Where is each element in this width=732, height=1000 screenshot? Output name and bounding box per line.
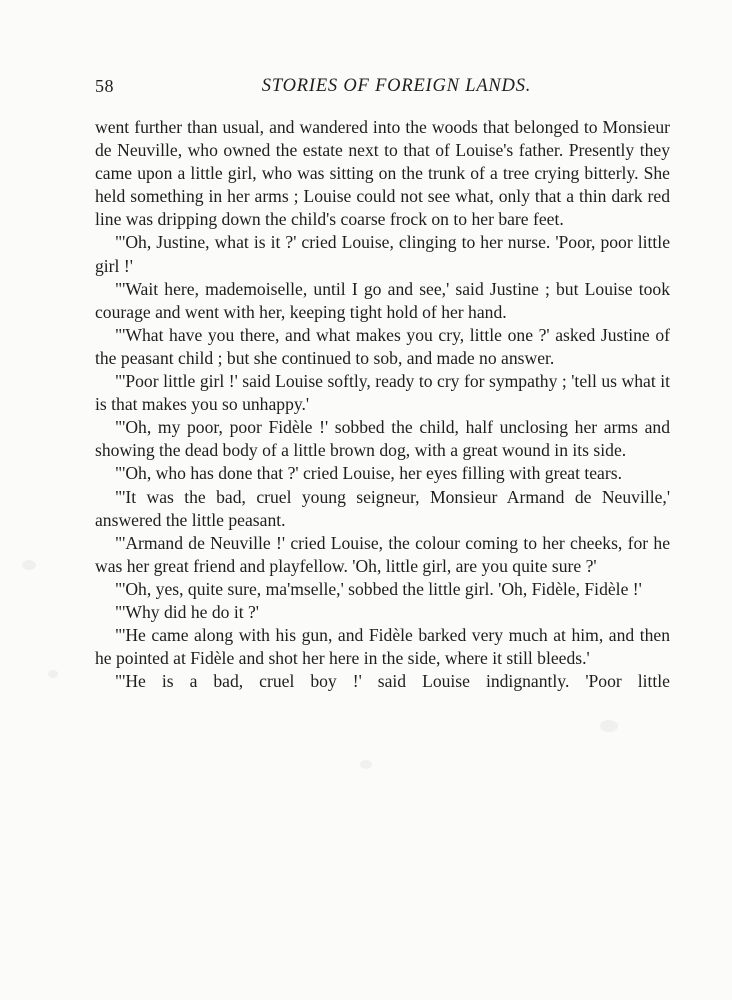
page-number: 58 bbox=[95, 76, 114, 96]
paper-speckle bbox=[600, 720, 618, 732]
paper-speckle bbox=[22, 560, 36, 570]
page-header bbox=[95, 76, 670, 102]
paragraph-5: "'Poor little girl !' said Louise softly, ready to cry for sympathy ; 'tell us what it is that makes you so unhappy.' bbox=[95, 371, 670, 415]
paper-speckle bbox=[48, 670, 58, 678]
paragraph-11: "'Why did he do it ?' bbox=[115, 601, 259, 622]
paragraph-4: "'What have you there, and what makes you cry, little one ?' asked Justine of the peasant child ; but she continued to sob, and made no answer. bbox=[95, 324, 670, 368]
paragraph-1: went further than usual, and wandered into the woods that belonged to Monsieur de Neuville, who owned the estate next to that of Louise's father. Presently they came upon a little girl, who was sitting on the trunk of a tree crying bitterly. She held something in her arms ; Louise could not see what, only that a thin dark red line was dripping down the child's coarse frock on to her bare feet. bbox=[95, 117, 670, 230]
paragraph-9: "'Armand de Neuville !' cried Louise, the colour coming to her cheeks, for he was her great friend and playfellow. 'Oh, little girl, are you quite sure ?' bbox=[95, 532, 670, 576]
paragraph-8: "'It was the bad, cruel young seigneur, Monsieur Armand de Neuville,' answered the little peasant. bbox=[95, 486, 670, 530]
body-text bbox=[95, 116, 670, 693]
paragraph-10: "'Oh, yes, quite sure, ma'mselle,' sobbed the little girl. 'Oh, Fidèle, Fidèle !' bbox=[115, 578, 642, 599]
paragraph-12: "'He came along with his gun, and Fidèle barked very much at him, and then he pointed at Fidèle and shot her here in the side, where it still bleeds.' bbox=[95, 625, 670, 669]
paragraph-2: "'Oh, Justine, what is it ?' cried Louise, clinging to her nurse. 'Poor, poor little girl !' bbox=[95, 232, 670, 276]
running-title: STORIES OF FOREIGN LANDS. bbox=[261, 76, 532, 96]
paper-speckle bbox=[360, 760, 372, 769]
paragraph-6: "'Oh, my poor, poor Fidèle !' sobbed the child, half unclosing her arms and showing the dead body of a little brown dog, with a great wound in its side. bbox=[95, 417, 670, 461]
paragraph-13: "'He is a bad, cruel boy !' said Louise indignantly. 'Poor little bbox=[115, 671, 670, 692]
paragraph-7: "'Oh, who has done that ?' cried Louise, her eyes filling with great tears. bbox=[115, 463, 622, 484]
paragraph-3: "'Wait here, mademoiselle, until I go and see,' said Justine ; but Louise took courage and went with her, keeping tight hold of her hand. bbox=[95, 278, 670, 322]
